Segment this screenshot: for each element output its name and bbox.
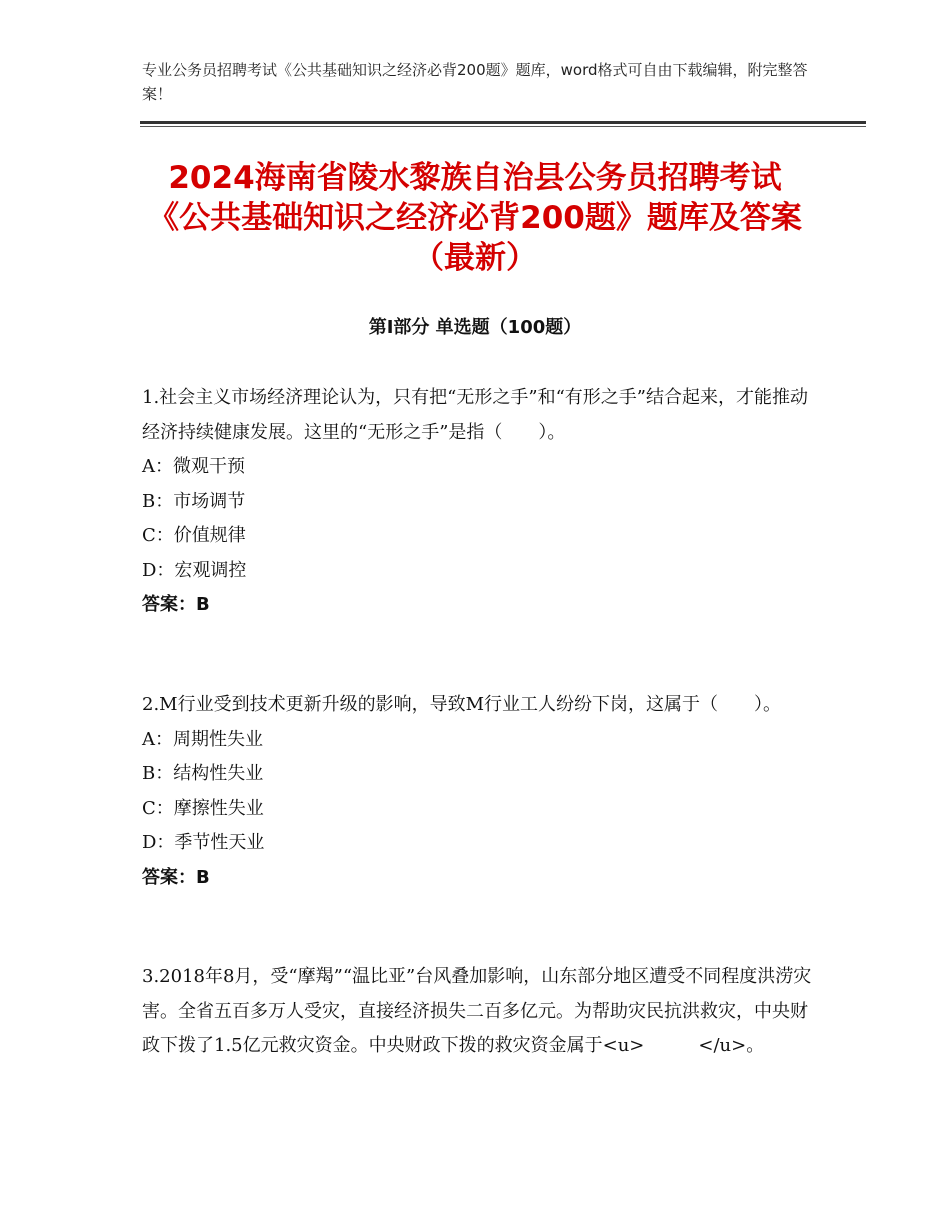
option-b: B：市场调节 <box>142 490 246 512</box>
header-note: 专业公务员招聘考试《公共基础知识之经济必背200题》题库，word格式可自由下载编辑，附完整答案！ <box>142 61 808 103</box>
question-stem: 1.社会主义市场经济理论认为，只有把“无形之手”和“有形之手”结合起来，才能推动经济持续健康发展。这里的“无形之手”是指（ ）。 <box>142 387 808 443</box>
option-d: D：季节性天业 <box>142 832 265 853</box>
document-title: 2024海南省陵水黎族自治县公务员招聘考试《公共基础知识之经济必背200题》题库及答案（最新） <box>148 160 802 276</box>
option-b: B：结构性失业 <box>142 763 264 784</box>
header-divider-thin <box>140 126 866 127</box>
option-a: A：周期性失业 <box>142 728 263 750</box>
answer: 答案：B <box>142 866 210 888</box>
question-stem: 2.M行业受到技术更新升级的影响，导致M行业工人纷纷下岗，这属于（ ）。 <box>142 694 782 715</box>
option-c: C：摩擦性失业 <box>142 797 264 819</box>
question-1 <box>142 381 812 623</box>
option-d: D：宏观调控 <box>142 559 247 581</box>
option-c: C：价值规律 <box>142 525 246 546</box>
option-a: A：微观干预 <box>142 456 245 477</box>
header-divider-thick <box>140 121 866 124</box>
answer: 答案：B <box>142 594 210 615</box>
question-3 <box>142 960 812 1064</box>
question-2 <box>142 688 812 895</box>
question-stem: 3.2018年8月，受“摩羯”“温比亚”台风叠加影响，山东部分地区遭受不同程度洪涝灾害。全省五百多万人受灾，直接经济损失二百多亿元。为帮助灾民抗洪救灾，中央财政下拨了1.5亿元救灾资金。中央财政下拨的救灾资金属于<u> </u>。 <box>142 966 812 1056</box>
section-heading: 第Ⅰ部分 单选题（100题） <box>368 317 582 338</box>
